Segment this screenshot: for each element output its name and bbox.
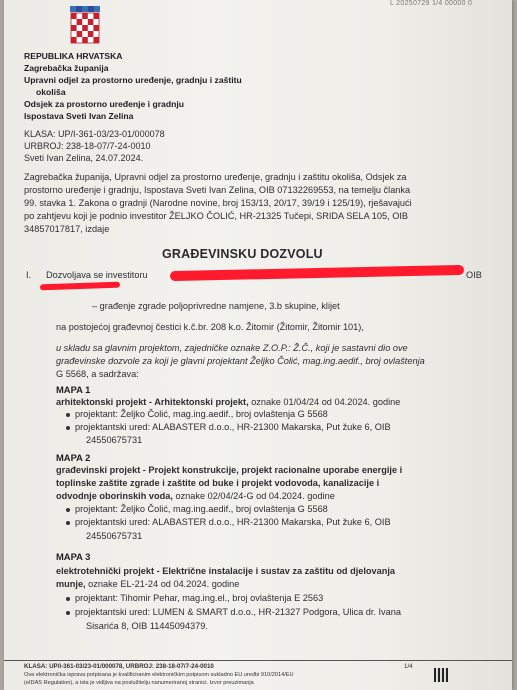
mapa-3-desc-1: elektrotehnički projekt - Električne instalacije i sustav za zaštitu od djelovanja bbox=[56, 566, 396, 576]
header-department-cont: okoliša bbox=[36, 87, 66, 97]
project-line-2: građevinske dozvole za koji je glavni projektant Željko Čolić, mag.ing.aedif., broj ovlaštenja bbox=[56, 356, 425, 366]
mapa-2-desc-1: građevinski projekt - Projekt konstrukcije, projekt racionalne uporabe energije i bbox=[56, 465, 403, 475]
bullet-icon bbox=[66, 611, 70, 615]
section-oib: OIB bbox=[466, 270, 482, 280]
mapa-3-desc-2: munje, oznake EL-21-24 od 04.2024. godine bbox=[56, 579, 240, 589]
header-county: Zagrebačka županija bbox=[24, 63, 109, 73]
intro-line-2: prostorno uređenje i gradnju, Ispostava Sveti Ivan Zelina, OIB 07132269553, na temelju članka bbox=[24, 185, 411, 195]
project-line-3: G 5568, a sadržava: bbox=[56, 369, 139, 379]
construction-item: – građenje zgrade poljoprivredne namjene, 3.b skupine, klijet bbox=[92, 301, 340, 311]
mapa-3-office: projektantski ured: LUMEN & SMART d.o.o., HR-21327 Podgora, Ulica dr. Ivana bbox=[66, 607, 401, 617]
footer-page-number: 1/4 bbox=[404, 663, 413, 670]
top-stamp: L 20250729 1/4 00000 0 bbox=[390, 0, 473, 7]
mapa-3-office-oib: Sisarića 8, OIB 11445094379. bbox=[86, 621, 208, 631]
qr-code-icon bbox=[434, 668, 448, 682]
mapa-3-designer: projektant: Tihomir Pehar, mag.ing.el., broj ovlaštenja E 2563 bbox=[66, 593, 323, 603]
document-page bbox=[4, 0, 512, 690]
mapa-1-desc: arhitektonski projekt - Arhitektonski projekt, oznake 01/04/24 od 04.2024. godine bbox=[56, 397, 401, 407]
footer-divider bbox=[4, 660, 512, 661]
mapa-1-title: MAPA 1 bbox=[56, 384, 91, 395]
header-office: Ispostava Sveti Ivan Zelina bbox=[24, 111, 134, 121]
klasa: KLASA: UP/I-361-03/23-01/000078 bbox=[24, 129, 165, 139]
project-line-1: u skladu sa glavnim projektom, zajedničke oznake Z.O.P.: Ž.Č., koji je sastavni dio ove bbox=[56, 343, 408, 353]
mapa-1-designer: projektant: Željko Čolić, mag.ing.aedif., broj ovlaštenja G 5568 bbox=[66, 409, 328, 419]
croatian-coat-of-arms-icon bbox=[68, 6, 102, 44]
section-lead: Dozvoljava se investitoru bbox=[46, 270, 148, 280]
header-department: Upravni odjel za prostorno uređenje, gradnju i zaštitu bbox=[24, 75, 242, 85]
mapa-1-office: projektantski ured: ALABASTER d.o.o., HR-21300 Makarska, Put žuke 6, OIB bbox=[66, 422, 391, 432]
intro-line-4: po zahtjevu koji je podnio investitor ŽELJKO ČOLIĆ, HR-21325 Tučepi, SRIDA SELA 105, OIB bbox=[24, 211, 409, 221]
mapa-2-desc-3: odvodnje oborinskih voda, oznake 02/04/24-G od 04.2024. godine bbox=[56, 491, 335, 501]
bullet-icon bbox=[66, 426, 70, 430]
document-title: GRAĐEVINSKU DOZVOLU bbox=[162, 247, 323, 261]
mapa-1-office-oib: 24550675731 bbox=[86, 435, 143, 445]
mapa-2-office-oib: 24550675731 bbox=[86, 531, 143, 541]
mapa-2-title: MAPA 2 bbox=[56, 452, 91, 463]
intro-line-3: 99. stavka 1. Zakona o gradnji (Narodne novine, broj 153/13, 20/17, 39/19 i 125/19), rješavajući bbox=[24, 198, 412, 208]
parcel-line: na postojećoj građevnoj čestici k.č.br. 208 k.o. Žitomir (Žitomir, Žitomir 101), bbox=[56, 322, 364, 332]
intro-line-1: Zagrebačka županija, Upravni odjel za prostorno uređenje, gradnju i zaštitu okoliša, Odsjek za bbox=[24, 172, 407, 182]
place-date: Sveti Ivan Zelina, 24.07.2024. bbox=[24, 153, 144, 163]
urbroj: URBROJ: 238-18-07/7-24-0010 bbox=[24, 141, 151, 151]
section-number: I. bbox=[26, 270, 32, 280]
footer-source-note: (eIDAS Regulation), a ista je vidljiva na poslužitelju nanumeriranoj stranici. Izvor preuzimanja bbox=[24, 680, 254, 686]
mapa-2-office: projektantski ured: ALABASTER d.o.o., HR-21300 Makarska, Put žuke 6, OIB bbox=[66, 517, 391, 527]
mapa-3-title: MAPA 3 bbox=[56, 551, 91, 562]
bullet-icon bbox=[66, 597, 70, 601]
redaction-underline bbox=[40, 282, 120, 291]
bullet-icon bbox=[66, 413, 70, 417]
mapa-2-designer: projektant: Željko Čolić, mag.ing.aedif., broj ovlaštenja G 5568 bbox=[66, 504, 328, 514]
header-section: Odsjek za prostorno uređenje i gradnju bbox=[24, 99, 184, 109]
redaction-bar bbox=[170, 265, 464, 281]
bullet-icon bbox=[66, 508, 70, 512]
bullet-icon bbox=[66, 521, 70, 525]
mapa-2-desc-2: toplinske zaštite zgrade i zaštite od buke i projekt vodovoda, kanalizacije i bbox=[56, 478, 380, 488]
header-republic: REPUBLIKA HRVATSKA bbox=[24, 51, 123, 61]
footer-signature-note: Ova elektronička isprava potpisana je kvalificiranim elektroničkim potpisom sukladno EU uredbi 910/2014/EU bbox=[24, 672, 294, 678]
footer-klasa: KLASA: UP/I-361-03/23-01/000078, URBROJ: 238-18-07/7-24-0010 bbox=[24, 663, 214, 670]
intro-line-5: 34857017817, izdaje bbox=[24, 224, 110, 234]
